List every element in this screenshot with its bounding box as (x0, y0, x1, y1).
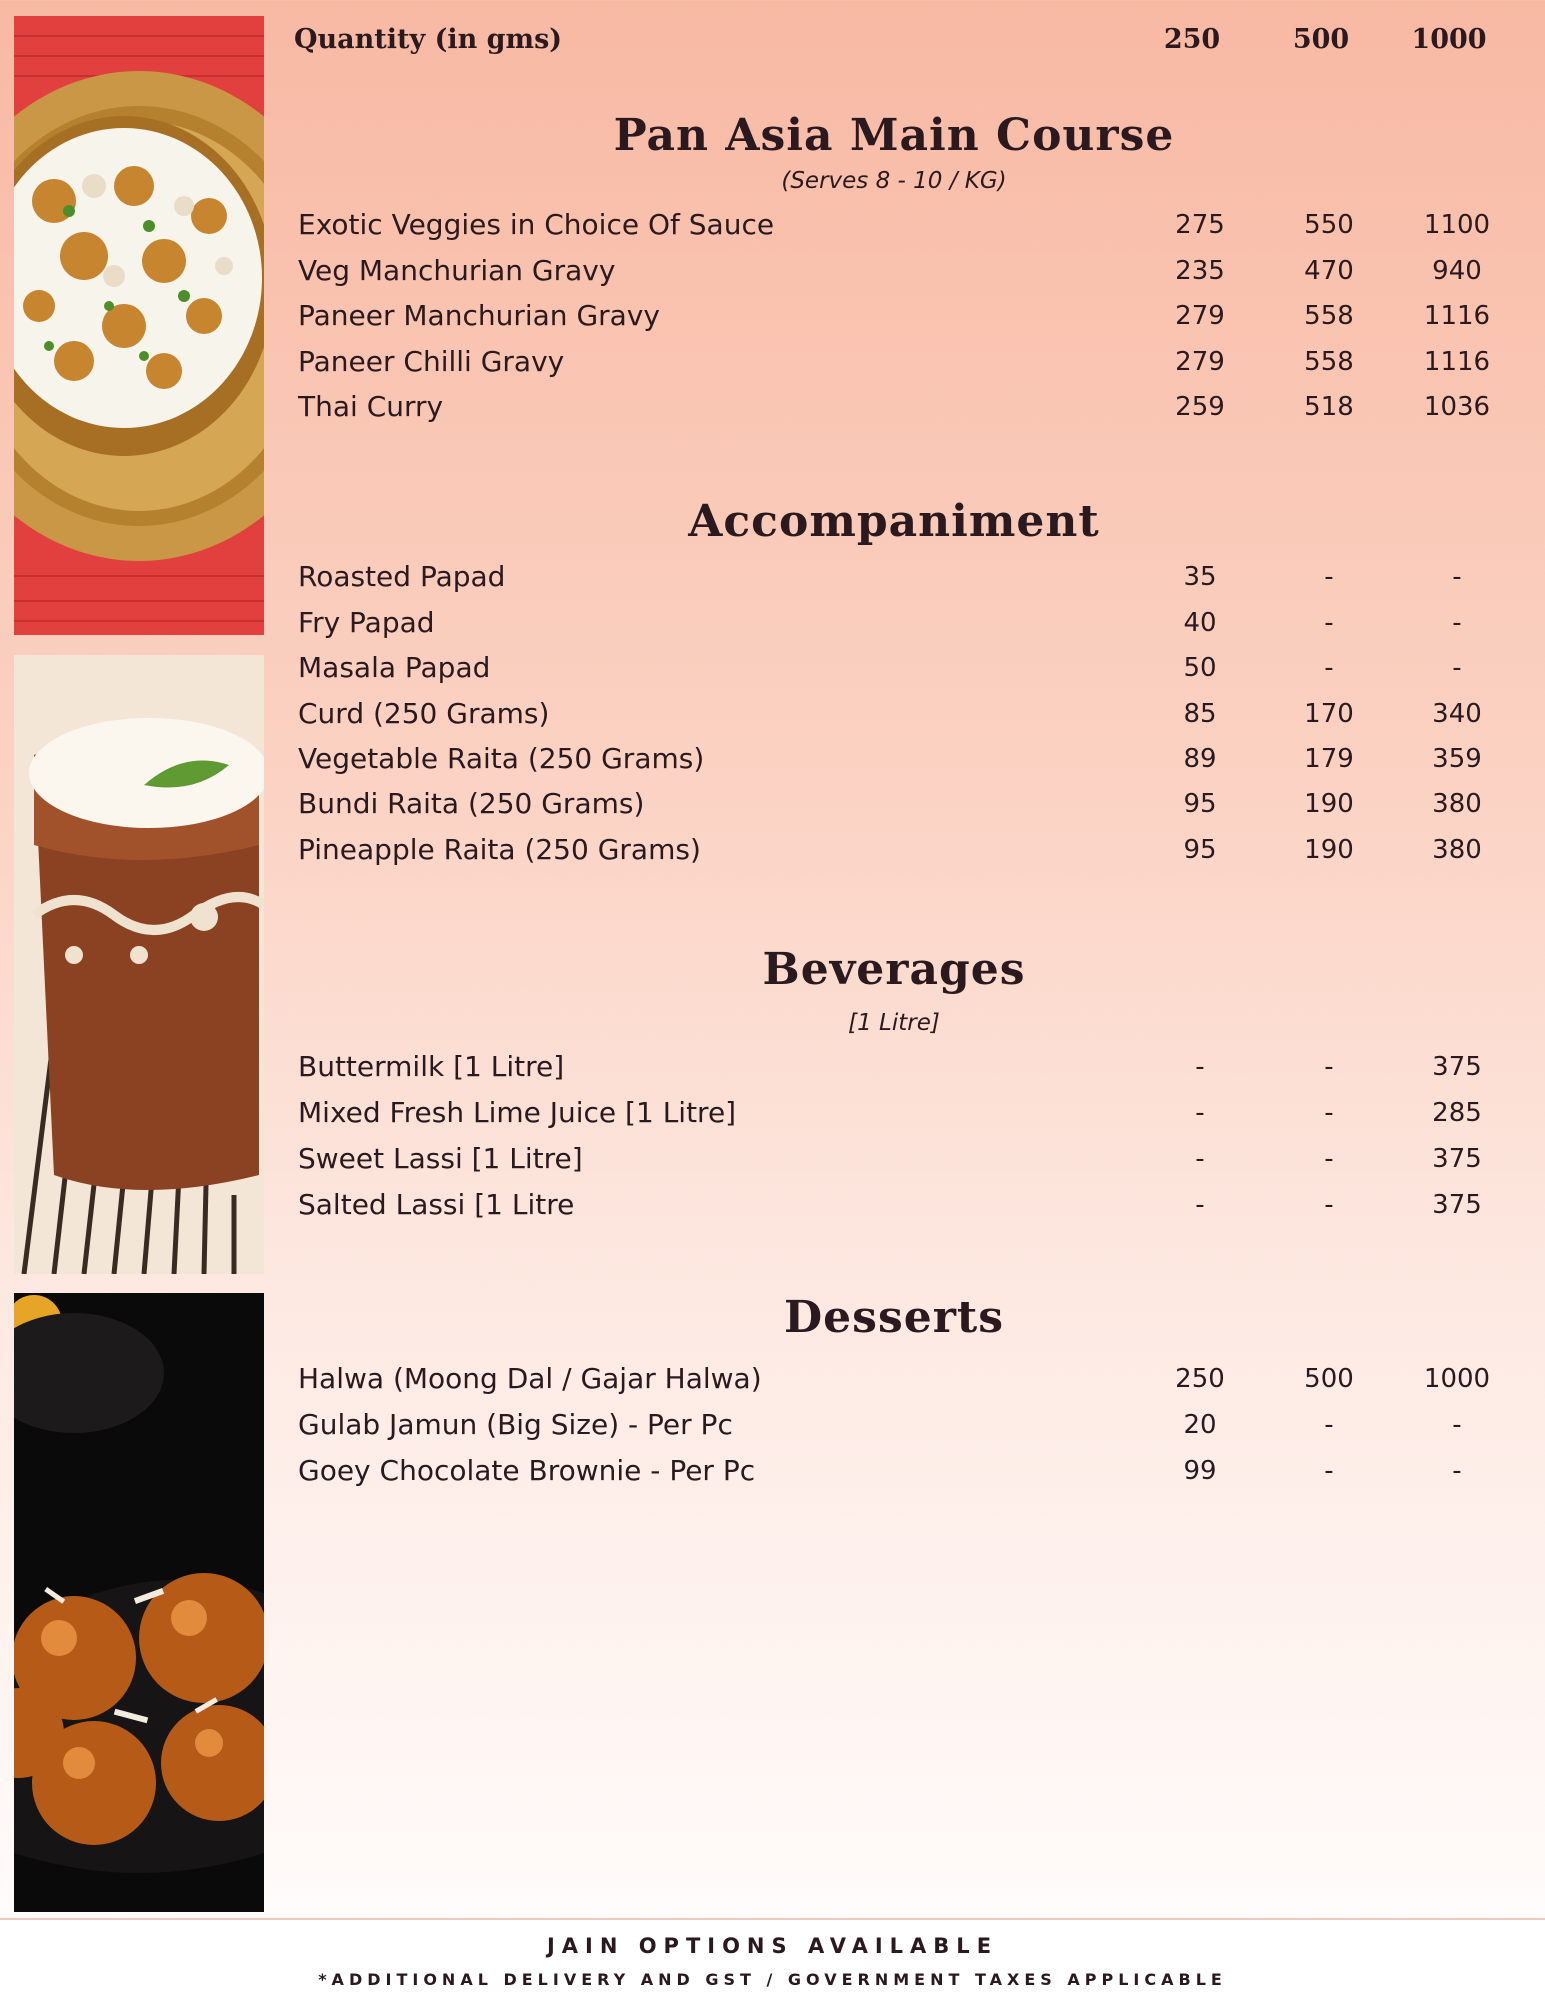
section-title: Pan Asia Main Course (613, 110, 1175, 161)
price-1000: 380 (1432, 835, 1482, 865)
price-1000: 1116 (1423, 301, 1491, 331)
price-1000: 1116 (1423, 347, 1491, 377)
menu-item-row (294, 339, 1494, 385)
price-500: - (1324, 1052, 1334, 1082)
menu-item-row (294, 1136, 1494, 1182)
menu-item-row (294, 554, 1494, 600)
item-name: Vegetable Raita (250 Grams) (298, 742, 705, 775)
price-500: - (1324, 1144, 1334, 1174)
menu-item-row (294, 1402, 1494, 1448)
footer (0, 1918, 1545, 2002)
menu-item-row (294, 384, 1494, 430)
section-title: Desserts (784, 1292, 1004, 1343)
menu-item-row (294, 293, 1494, 339)
price-1000: 375 (1432, 1144, 1482, 1174)
price-1000: - (1452, 1456, 1462, 1486)
price-1000: - (1452, 653, 1462, 683)
price-500: - (1324, 1190, 1334, 1220)
tax-note: *ADDITIONAL DELIVERY AND GST / GOVERNMENT TAXES APPLICABLE (318, 1970, 1227, 1989)
quantity-label: Quantity (in gms) (294, 24, 563, 55)
price-250: - (1195, 1098, 1205, 1128)
price-250: 20 (1183, 1410, 1217, 1440)
price-250: 99 (1183, 1456, 1217, 1486)
item-name: Fry Papad (298, 606, 435, 639)
item-name: Bundi Raita (250 Grams) (298, 787, 645, 820)
menu-item-row (294, 827, 1494, 873)
price-1000: 1100 (1423, 210, 1491, 240)
price-250: 35 (1183, 562, 1217, 592)
price-250: 40 (1183, 608, 1217, 638)
item-name: Roasted Papad (298, 560, 506, 593)
item-name: Buttermilk [1 Litre] (298, 1050, 565, 1083)
price-500: - (1324, 1410, 1334, 1440)
menu-item-row (294, 645, 1494, 691)
price-500: 558 (1304, 301, 1354, 331)
price-500: 470 (1304, 256, 1354, 286)
menu-item-row (294, 781, 1494, 827)
price-250: 279 (1175, 347, 1225, 377)
item-name: Salted Lassi [1 Litre (298, 1188, 575, 1221)
menu-item-row (294, 202, 1494, 248)
price-250: 279 (1175, 301, 1225, 331)
item-name: Masala Papad (298, 651, 491, 684)
price-500: 550 (1304, 210, 1354, 240)
section-subtitle: [1 Litre] (848, 1010, 940, 1036)
raita-bowl-photo (14, 16, 264, 635)
item-name: Curd (250 Grams) (298, 697, 550, 730)
jain-options-note: JAIN OPTIONS AVAILABLE (546, 1934, 999, 1958)
price-250: 235 (1175, 256, 1225, 286)
price-1000: 940 (1432, 256, 1482, 286)
item-name: Gulab Jamun (Big Size) - Per Pc (298, 1408, 733, 1441)
price-250: - (1195, 1144, 1205, 1174)
gulab-jamun-photo (14, 1293, 264, 1912)
price-1000: 375 (1432, 1190, 1482, 1220)
price-500: 558 (1304, 347, 1354, 377)
item-name: Goey Chocolate Brownie - Per Pc (298, 1454, 756, 1487)
item-name: Paneer Manchurian Gravy (298, 299, 660, 332)
item-name: Exotic Veggies in Choice Of Sauce (298, 208, 775, 241)
item-name: Mixed Fresh Lime Juice [1 Litre] (298, 1096, 737, 1129)
price-250: 275 (1175, 210, 1225, 240)
price-500: 179 (1304, 744, 1354, 774)
menu-item-row (294, 1448, 1494, 1494)
column-250: 250 (1163, 24, 1221, 55)
price-250: - (1195, 1190, 1205, 1220)
price-250: 250 (1175, 1364, 1225, 1394)
menu-item-row (294, 1182, 1494, 1228)
price-1000: 380 (1432, 789, 1482, 819)
price-1000: 1000 (1423, 1364, 1491, 1394)
lassi-cup-photo (14, 655, 264, 1274)
menu-item-row (294, 736, 1494, 782)
price-500: 518 (1304, 392, 1354, 422)
menu-item-row (294, 691, 1494, 737)
price-1000: 375 (1432, 1052, 1482, 1082)
item-name: Halwa (Moong Dal / Gajar Halwa) (298, 1362, 762, 1395)
price-500: - (1324, 562, 1334, 592)
section-title: Accompaniment (688, 496, 1100, 547)
menu-item-row (294, 1090, 1494, 1136)
price-1000: 1036 (1423, 392, 1491, 422)
price-1000: 285 (1432, 1098, 1482, 1128)
price-1000: 340 (1432, 699, 1482, 729)
price-250: 95 (1183, 835, 1217, 865)
column-1000: 1000 (1411, 24, 1487, 55)
menu-item-row (294, 1356, 1494, 1402)
price-500: 170 (1304, 699, 1354, 729)
price-500: 190 (1304, 835, 1354, 865)
price-1000: - (1452, 1410, 1462, 1440)
item-name: Pineapple Raita (250 Grams) (298, 833, 701, 866)
price-500: 500 (1304, 1364, 1354, 1394)
item-name: Paneer Chilli Gravy (298, 345, 565, 378)
price-500: - (1324, 608, 1334, 638)
item-name: Thai Curry (298, 390, 444, 423)
section-title: Beverages (762, 944, 1026, 995)
price-250: 89 (1183, 744, 1217, 774)
quantity-header (294, 20, 1494, 64)
price-250: - (1195, 1052, 1205, 1082)
price-1000: - (1452, 562, 1462, 592)
price-250: 85 (1183, 699, 1217, 729)
price-250: 95 (1183, 789, 1217, 819)
column-500: 500 (1292, 24, 1350, 55)
price-500: - (1324, 1456, 1334, 1486)
section-subtitle: (Serves 8 - 10 / KG) (781, 168, 1007, 194)
price-500: - (1324, 653, 1334, 683)
item-name: Sweet Lassi [1 Litre] (298, 1142, 583, 1175)
menu-item-row (294, 248, 1494, 294)
price-1000: 359 (1432, 744, 1482, 774)
menu-item-row (294, 1044, 1494, 1090)
price-250: 259 (1175, 392, 1225, 422)
price-500: - (1324, 1098, 1334, 1128)
menu-item-row (294, 600, 1494, 646)
price-500: 190 (1304, 789, 1354, 819)
price-1000: - (1452, 608, 1462, 638)
item-name: Veg Manchurian Gravy (298, 254, 616, 287)
price-250: 50 (1183, 653, 1217, 683)
